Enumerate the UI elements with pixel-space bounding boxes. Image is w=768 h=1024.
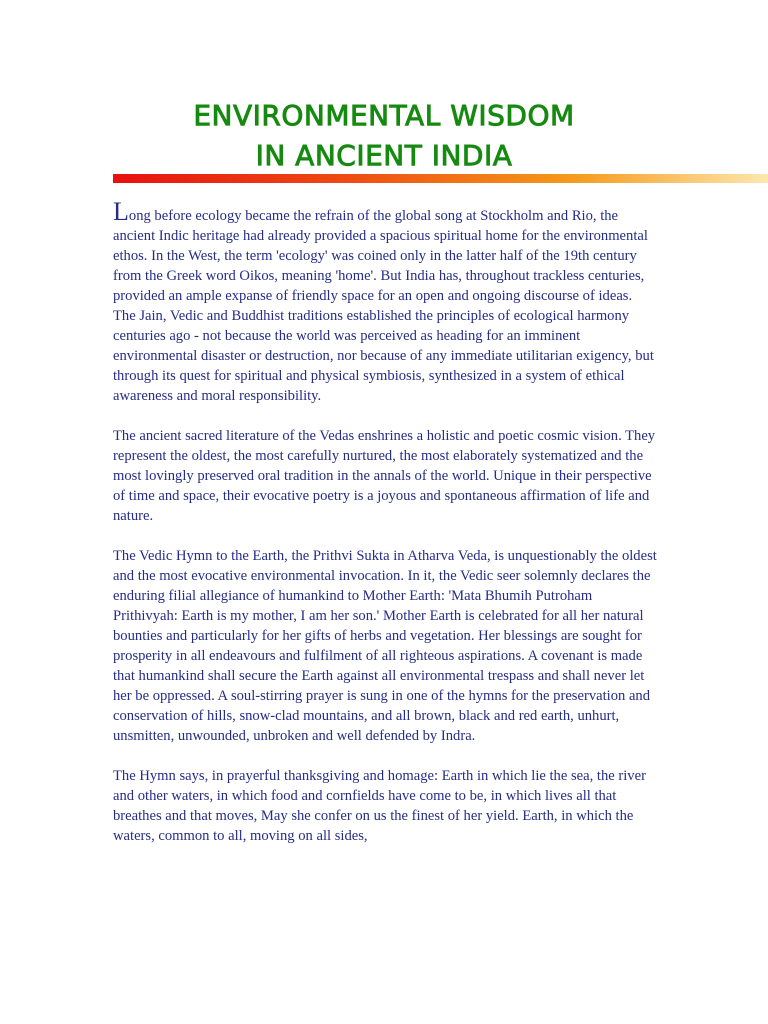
title-gradient-rule — [113, 174, 768, 183]
paragraph-2: The ancient sacred literature of the Vedas enshrines a holistic and poetic cosmic vision. They represent the oldest, the most carefully nurtured, the most elaborately systematized and the most lovingly preserved oral tradition in the annals of the world. Unique in their perspective of time and space, their evocative poetry is a joyous and spontaneous affirmation of life and nature. — [113, 428, 656, 524]
document-body — [113, 197, 658, 866]
title-line-2: IN ANCIENT INDIA — [255, 139, 513, 172]
drop-cap-letter: L — [113, 197, 129, 226]
paragraph-1-text: ong before ecology became the refrain of the global song at Stockholm and Rio, the ancient Indic heritage had already provided a spacious spiritual home for the environmental ethos. In the West, the term 'ecology' was coined only in the latter half of the 19th century from the Greek word Oikos, meaning 'home'. But India has, throughout trackless centuries, provided an ample expanse of friendly space for an open and ongoing discourse of ideas. The Jain, Vedic and Buddhist traditions established the principles of ecological harmony centuries ago - not because the world was perceived as heading for an imminent environmental disaster or destruction, nor because of any immediate utilitarian exigency, but through its quest for spiritual and physical symbiosis, synthesized in a system of ethical awareness and moral responsibility. — [113, 208, 654, 404]
document-title — [0, 96, 768, 176]
paragraph-4: The Hymn says, in prayerful thanksgiving and homage: Earth in which lie the sea, the river and other waters, in which food and cornfields have come to be, in which lives all that breathes and that moves, May she confer on us the finest of her yield. Earth, in which the waters, common to all, moving on all sides, — [113, 768, 646, 844]
paragraph-1 — [113, 197, 658, 406]
paragraph-3: The Vedic Hymn to the Earth, the Prithvi Sukta in Atharva Veda, is unquestionably the oldest and the most evocative environmental invocation. In it, the Vedic seer solemnly declares the enduring filial allegiance of humankind to Mother Earth: 'Mata Bhumih Putroham Prithivyah: Earth is my mother, I am her son.' Mother Earth is celebrated for all her natural bounties and particularly for her gifts of herbs and vegetation. Her blessings are sought for prosperity in all endeavours and fulfilment of all righteous aspirations. A covenant is made that humankind shall secure the Earth against all environmental trespass and shall never let her be oppressed. A soul-stirring prayer is sung in one of the hymns for the preservation and conservation of hills, snow-clad mountains, and all brown, black and red earth, unhurt, unsmitten, unwounded, unbroken and well defended by Indra. — [113, 548, 657, 744]
title-line-1: ENVIRONMENTAL WISDOM — [193, 99, 575, 132]
